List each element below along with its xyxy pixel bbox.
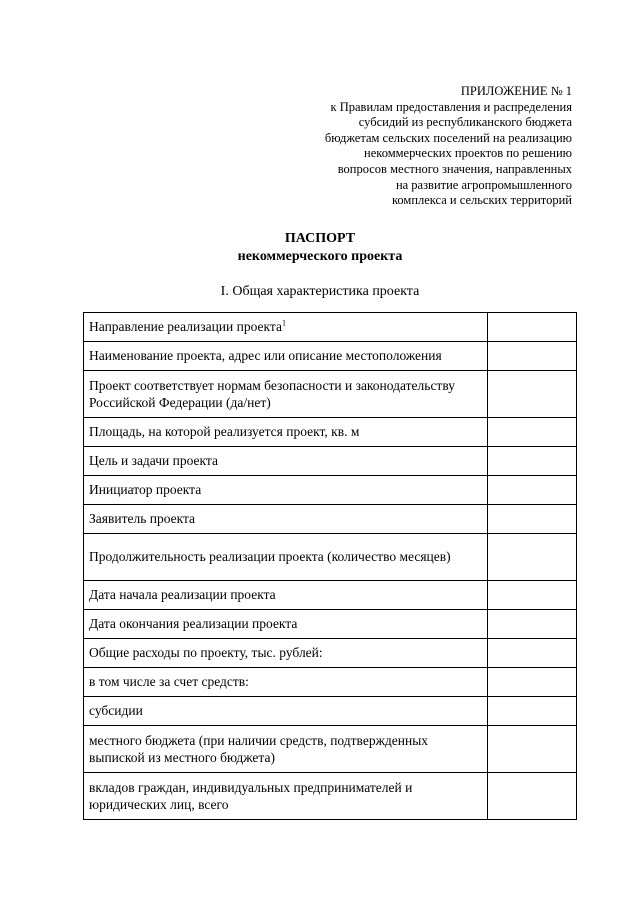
- table-row: [84, 697, 577, 726]
- row-value-cell[interactable]: [488, 773, 577, 820]
- appendix-line: субсидий из республиканского бюджета: [358, 115, 572, 130]
- row-value-cell[interactable]: [488, 668, 577, 697]
- appendix-line: вопросов местного значения, направленных: [337, 161, 572, 176]
- row-label: Дата начала реализации проекта: [89, 587, 276, 603]
- row-value-cell[interactable]: [488, 447, 577, 476]
- row-value-cell[interactable]: [488, 534, 577, 581]
- table-row: [84, 581, 577, 610]
- row-label: Продолжительность реализации проекта (количество месяцев): [89, 549, 451, 565]
- row-label: в том числе за счет средств:: [89, 674, 249, 690]
- row-label-cell: [84, 773, 488, 820]
- table-row: [84, 534, 577, 581]
- row-label: Направление реализации проекта: [89, 319, 282, 335]
- row-value-cell[interactable]: [488, 581, 577, 610]
- appendix-line: бюджетам сельских поселений на реализацию: [324, 130, 572, 145]
- title-passport: ПАСПОРТ: [284, 231, 356, 246]
- row-value-cell[interactable]: [488, 476, 577, 505]
- row-label: Общие расходы по проекту, тыс. рублей:: [89, 645, 323, 661]
- row-label-cell: [84, 418, 488, 447]
- appendix-line: некоммерческих проектов по решению: [364, 146, 572, 161]
- table-row: [84, 447, 577, 476]
- row-label: Заявитель проекта: [89, 511, 196, 527]
- row-label: местного бюджета (при наличии средств, подтвержденных выпиской из местного бюджета): [89, 732, 429, 765]
- row-label: вкладов граждан, индивидуальных предпринимателей и юридических лиц, всего: [89, 779, 413, 812]
- appendix-line: к Правилам предоставления и распределения: [330, 99, 572, 114]
- row-value-cell[interactable]: [488, 418, 577, 447]
- row-value-cell[interactable]: [488, 726, 577, 773]
- row-label-cell: [84, 726, 488, 773]
- appendix-line: на развитие агропромышленного: [395, 177, 572, 192]
- row-label: субсидии: [89, 703, 143, 719]
- row-value-cell[interactable]: [488, 697, 577, 726]
- row-label: Инициатор проекта: [89, 482, 202, 498]
- section-heading: I. Общая характеристика проекта: [220, 284, 420, 299]
- row-label-cell: [84, 505, 488, 534]
- row-value-cell[interactable]: [488, 639, 577, 668]
- row-label-cell: [84, 581, 488, 610]
- table-row: [84, 639, 577, 668]
- passport-table-body: [84, 313, 577, 820]
- footnote-marker: 1: [281, 318, 286, 328]
- row-label: Проект соответствует нормам безопасности и законодательству Российской Федерации (да/нет): [89, 377, 455, 410]
- row-label: Наименование проекта, адрес или описание местоположения: [89, 348, 442, 364]
- row-value-cell[interactable]: [488, 342, 577, 371]
- row-value-cell[interactable]: [488, 371, 577, 418]
- row-label-cell: [84, 447, 488, 476]
- row-label: Цель и задачи проекта: [89, 453, 218, 469]
- passport-table: [83, 312, 577, 820]
- table-row: [84, 342, 577, 371]
- row-value-cell[interactable]: [488, 610, 577, 639]
- document-title: [0, 230, 640, 266]
- row-value-cell[interactable]: [488, 313, 577, 342]
- table-row: [84, 476, 577, 505]
- appendix-line: комплекса и сельских территорий: [391, 193, 572, 208]
- row-value-cell[interactable]: [488, 505, 577, 534]
- row-label-cell: [84, 697, 488, 726]
- row-label-cell: [84, 534, 488, 581]
- table-row: [84, 773, 577, 820]
- row-label-cell: [84, 668, 488, 697]
- table-row: [84, 726, 577, 773]
- title-subtitle: некоммерческого проекта: [237, 249, 403, 264]
- row-label: Площадь, на которой реализуется проект, кв. м: [89, 424, 360, 440]
- row-label: Дата окончания реализации проекта: [89, 616, 298, 632]
- row-label-cell: [84, 476, 488, 505]
- row-label-cell: [84, 313, 488, 342]
- table-row: [84, 668, 577, 697]
- row-label-cell: [84, 639, 488, 668]
- table-row: [84, 610, 577, 639]
- appendix-number: ПРИЛОЖЕНИЕ № 1: [460, 84, 572, 98]
- table-row: [84, 313, 577, 342]
- row-label-cell: [84, 342, 488, 371]
- row-label-cell: [84, 610, 488, 639]
- table-row: [84, 418, 577, 447]
- appendix-header: [300, 84, 572, 209]
- row-label-cell: [84, 371, 488, 418]
- table-row: [84, 505, 577, 534]
- table-row: [84, 371, 577, 418]
